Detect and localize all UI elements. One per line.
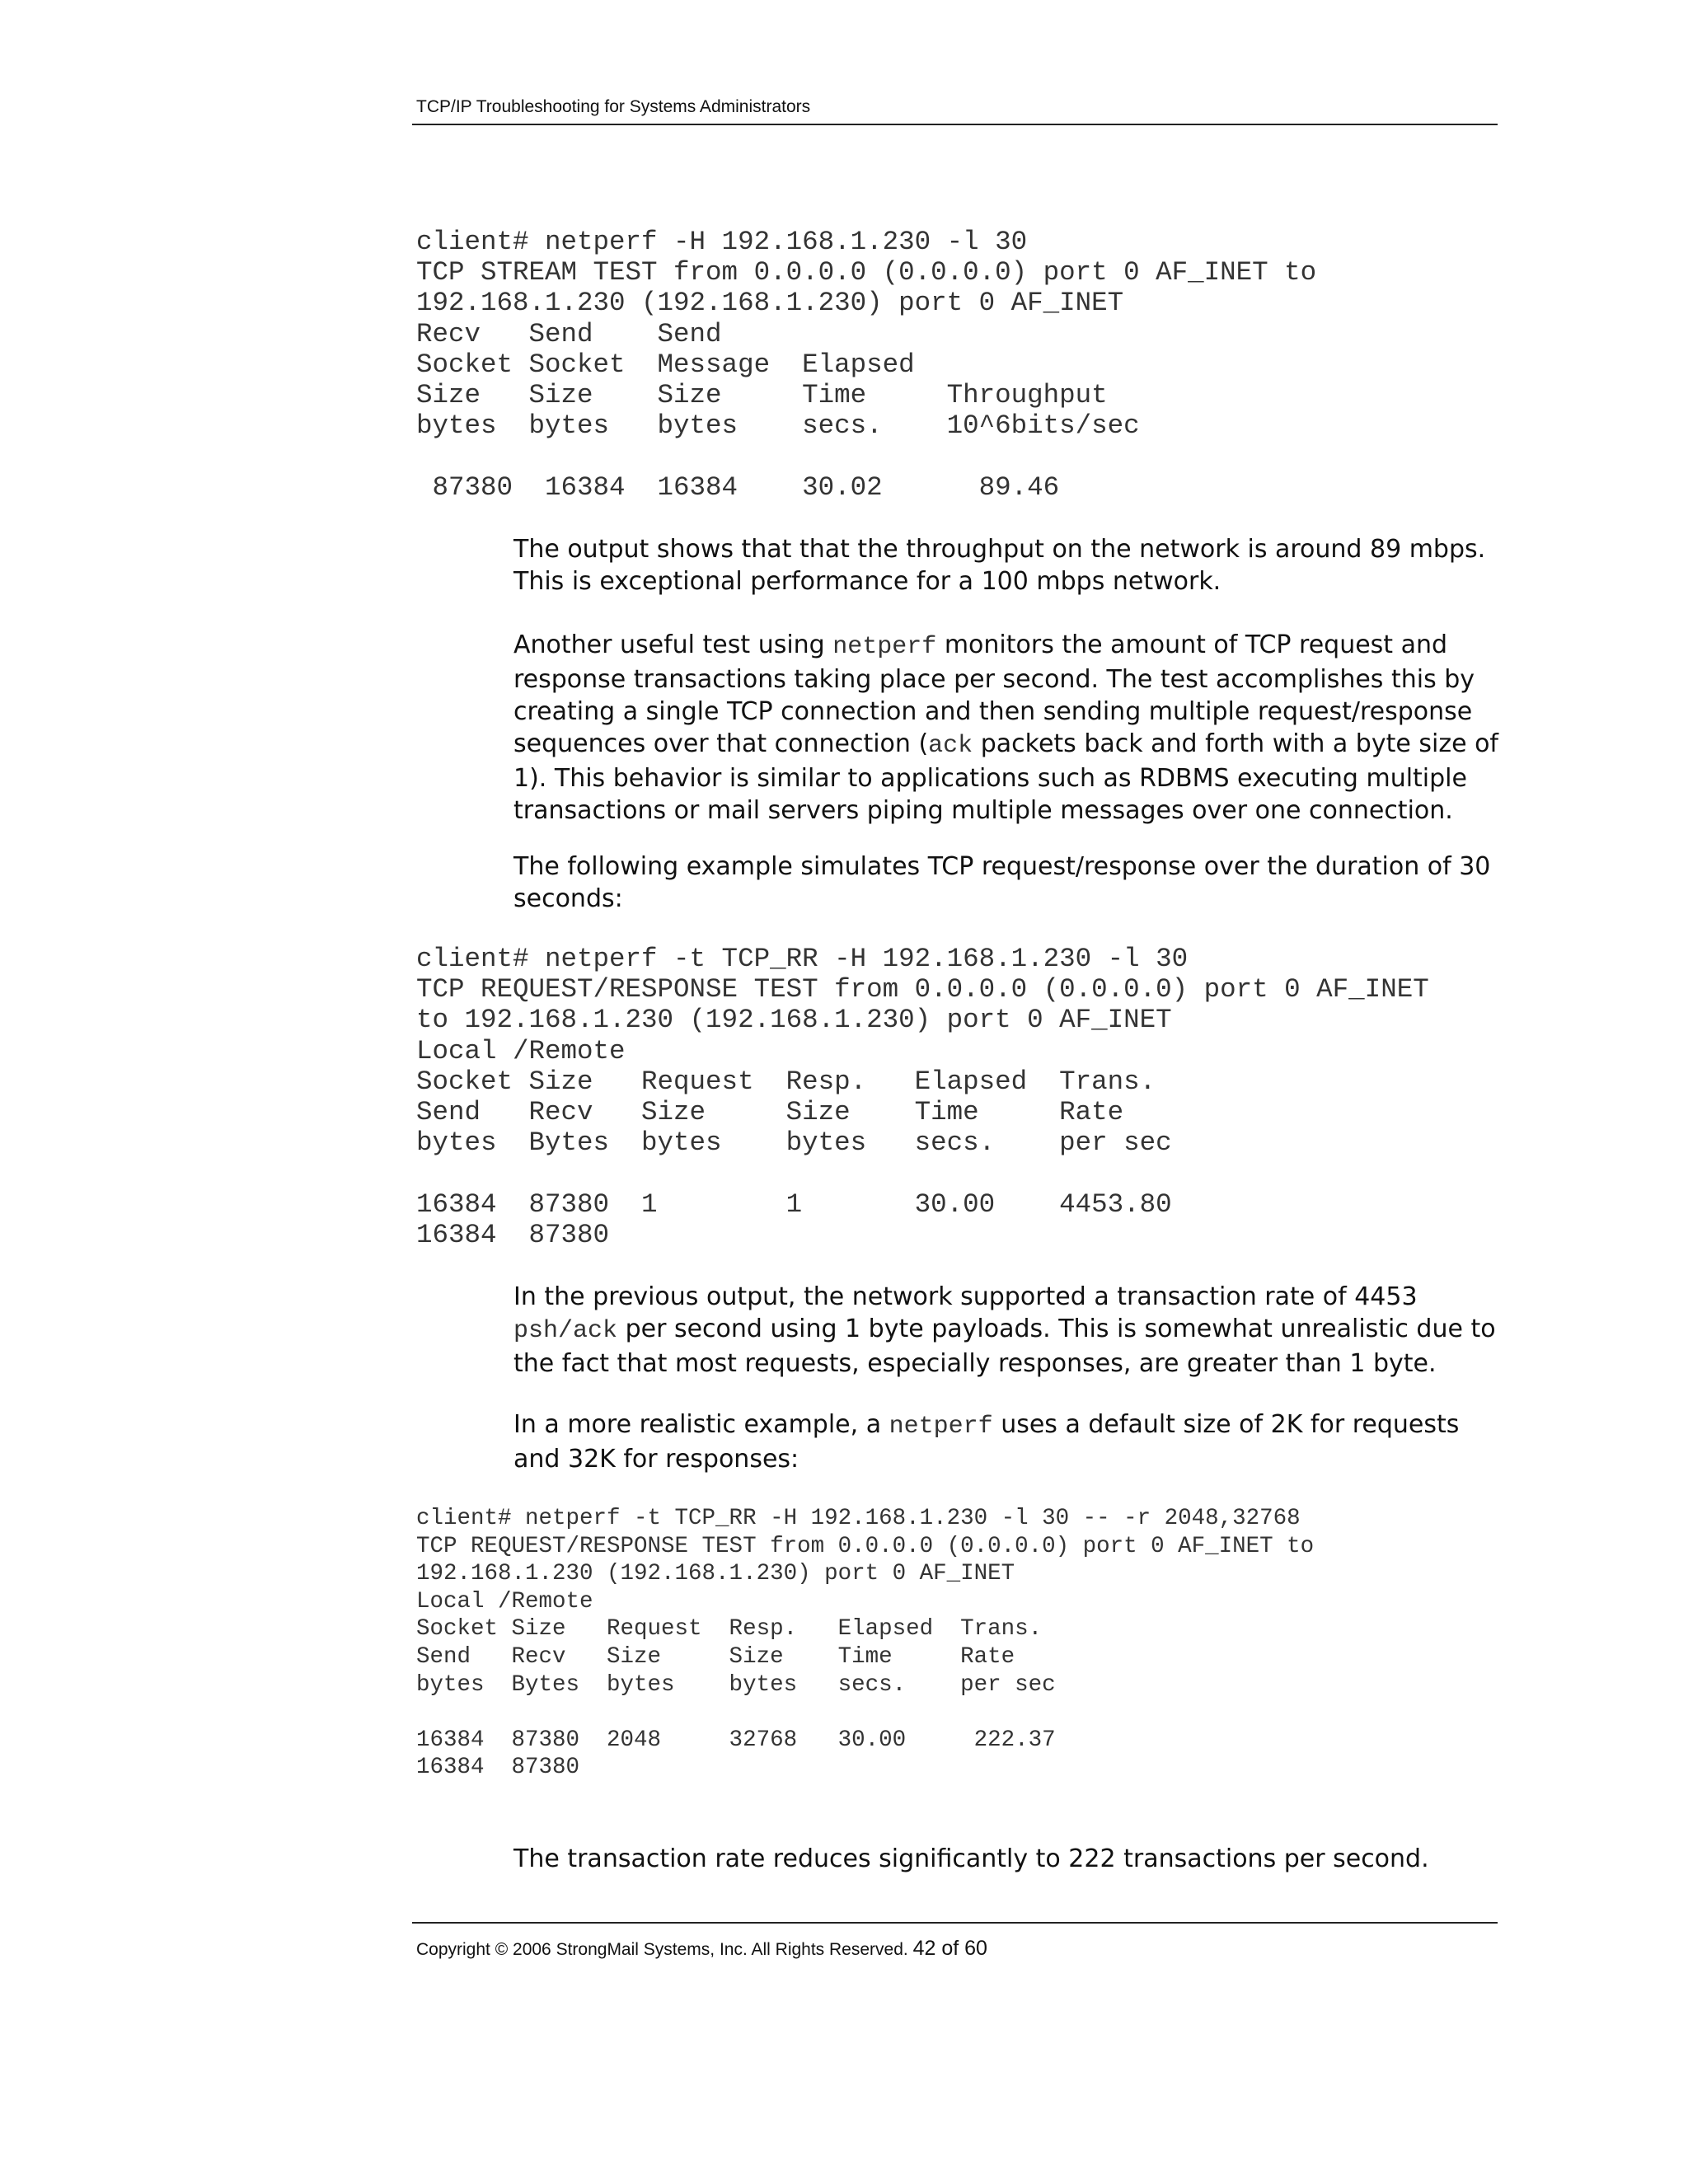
- code-line: 16384 87380: [416, 1219, 610, 1250]
- code-line: Socket Socket Message Elapsed: [416, 349, 915, 380]
- code-line: bytes Bytes bytes bytes secs. per sec: [416, 1127, 1172, 1159]
- code-line: Size Size Size Time Throughput: [416, 380, 1108, 411]
- conclusion-paragraph: The transaction rate reduces significantly to 222 transactions per second.: [513, 1844, 1429, 1873]
- inline-code-ack: ack: [928, 732, 973, 760]
- transaction-rate-paragraph: In the previous output, the network supported a transaction rate of 4453 psh/ack per second using 1 byte payloads. This is somewhat unrealistic due to the fact that most requests, especially responses, are greater than 1 byte.: [513, 1282, 1496, 1378]
- code-line: TCP REQUEST/RESPONSE TEST from 0.0.0.0 (0.0.0.0) port 0 AF_INET: [416, 974, 1429, 1005]
- inline-code-netperf: netperf: [832, 633, 937, 661]
- realistic-example-paragraph: In a more realistic example, a netperf uses a default size of 2K for requests and 32K for responses:: [513, 1410, 1460, 1474]
- code-line: 192.168.1.230 (192.168.1.230) port 0 AF_INET: [416, 1561, 1015, 1587]
- page-footer: [416, 1937, 987, 1961]
- code-line: client# netperf -H 192.168.1.230 -l 30: [416, 227, 1028, 257]
- page-header-title: TCP/IP Troubleshooting for Systems Administrators: [416, 97, 811, 116]
- inline-code-psh-ack: psh/ack: [513, 1317, 618, 1345]
- code-line: client# netperf -t TCP_RR -H 192.168.1.230 -l 30 -- -r 2048,32768: [416, 1506, 1301, 1531]
- netperf-rr-2k-output: [416, 1505, 1314, 1782]
- code-line: TCP STREAM TEST from 0.0.0.0 (0.0.0.0) port 0 AF_INET to: [416, 257, 1317, 288]
- page-number: 42 of 60: [912, 1937, 987, 1960]
- code-line: to 192.168.1.230 (192.168.1.230) port 0 AF_INET: [416, 1005, 1172, 1036]
- netperf-stream-output: [416, 227, 1316, 503]
- code-line: Send Recv Size Size Time Rate: [416, 1097, 1124, 1128]
- code-line: 16384 87380: [416, 1755, 580, 1781]
- code-line: 16384 87380 1 1 30.00 4453.80: [416, 1188, 1172, 1220]
- copyright-text: Copyright © 2006 StrongMail Systems, Inc. All Rights Reserved.: [416, 1940, 908, 1959]
- code-line: Socket Size Request Resp. Elapsed Trans.: [416, 1616, 1043, 1643]
- example-intro-paragraph: The following example simulates TCP request/response over the duration of 30 seconds:: [513, 852, 1491, 913]
- code-line: Local /Remote: [416, 1588, 593, 1615]
- code-line: client# netperf -t TCP_RR -H 192.168.1.230 -l 30: [416, 944, 1189, 974]
- code-line: Recv Send Send: [416, 318, 722, 349]
- code-line: Socket Size Request Resp. Elapsed Trans.: [416, 1066, 1156, 1097]
- tcp-rr-intro-paragraph: Another useful test using netperf monitors the amount of TCP request and response transactions taking place per second. The test accomplishes this by creating a single TCP connection and then sending multiple request/response sequences over that connection (ack packets back and forth with a byte size of 1). This behavior is similar to applications such as RDBMS executing multiple transactions or mail servers piping multiple messages over one connection.: [513, 630, 1498, 825]
- throughput-paragraph: The output shows that that the throughput on the network is around 89 mbps. This is exceptional performance for a 100 mbps network.: [513, 535, 1486, 596]
- code-line: 16384 87380 2048 32768 30.00 222.37: [416, 1727, 1056, 1753]
- code-line: bytes bytes bytes secs. 10^6bits/sec: [416, 410, 1140, 442]
- code-line: TCP REQUEST/RESPONSE TEST from 0.0.0.0 (0.0.0.0) port 0 AF_INET to: [416, 1533, 1315, 1559]
- code-line: Local /Remote: [416, 1035, 626, 1066]
- code-line: Send Recv Size Size Time Rate: [416, 1643, 1015, 1670]
- footer-rule: [412, 1922, 1498, 1924]
- code-line: 192.168.1.230 (192.168.1.230) port 0 AF_INET: [416, 288, 1124, 319]
- inline-code-netperf: netperf: [889, 1413, 993, 1441]
- code-line: 87380 16384 16384 30.02 89.46: [416, 471, 1060, 503]
- header-rule: [412, 124, 1498, 125]
- code-line: bytes Bytes bytes bytes secs. per sec: [416, 1671, 1056, 1698]
- netperf-rr-output: [416, 944, 1429, 1250]
